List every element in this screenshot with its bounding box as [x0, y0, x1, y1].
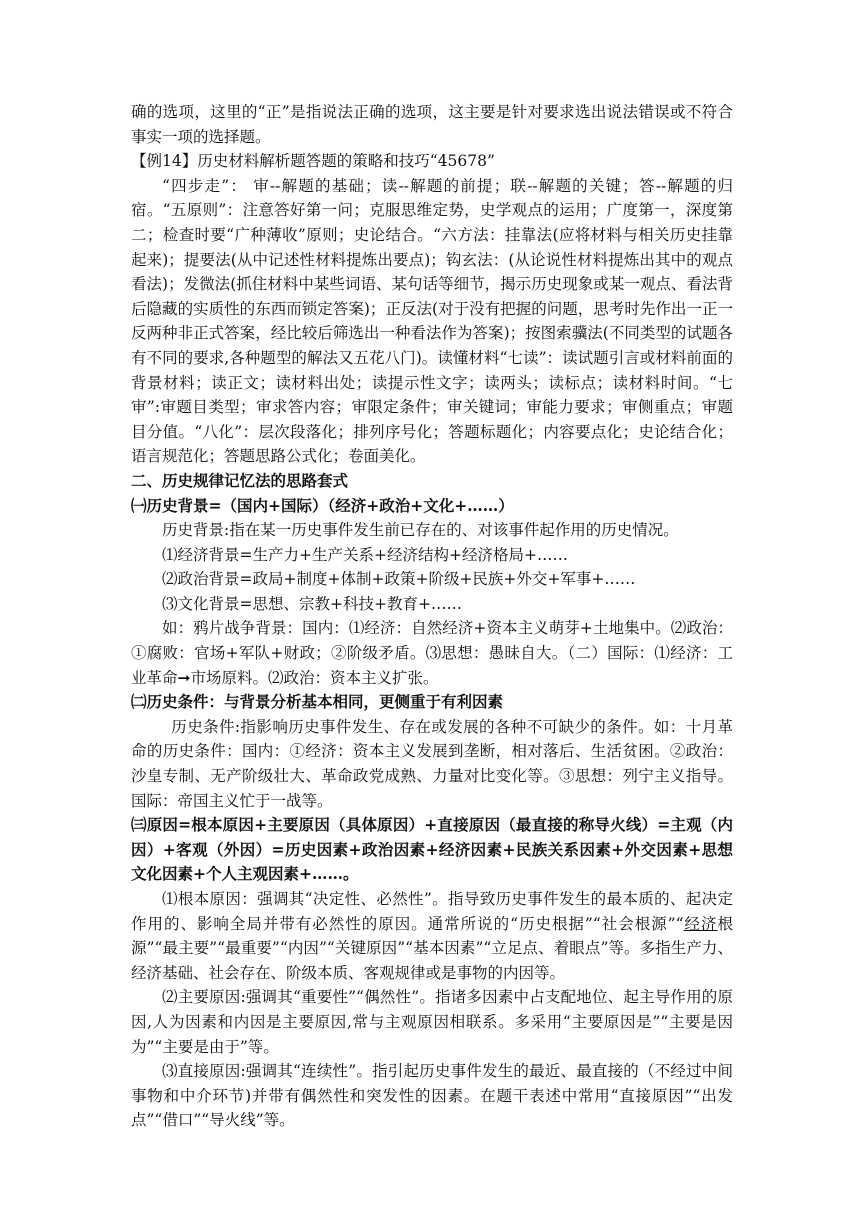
paragraph-answer-strategy: “四步走”： 审--解题的基础；读--解题的前提；联--解题的关键；答--解题的归宿。“五原则”：注意答好第一问；克服思维定势，史学观点的运用；广度第一，深度第二；检查时要“广种薄收”原则；史论结合。“六方法：挂靠法(应将材料与相关历史挂靠起来)；提要法(从中记述性材料提炼出要点)；钩玄法：(从论说性材料提炼出其中的观点看法)；发微法(抓住材料中某些词语、某句话等细节，揭示历史现象或某一观点、看法背后隐藏的实质性的东西而锁定答案)；正反法(对于没有把握的问题，思考时先作出一正一反两种非正式答案，经比较后筛选出一种看法作为答案)；按图索骥法(不同类型的试题各有不同的要求,各种题型的解法又五花八门)。读懂材料“七读”：读试题引言或材料前面的背景材料；读正文；读材料出处；读提示性文字；读两头；读标点；读材料时间。“七审”:审题目类型；审求答内容；审限定条件；审关键词；审能力要求；审侧重点；审题目分值。“八化”：层次段落化；排列序号化；答题标题化；内容要点化；史论结合化；语言规范化；答题思路公式化；卷面美化。 [131, 176, 733, 466]
paragraph-direct-cause: ⑶直接原因:强调其“连续性”。指引起历史事件发生的最近、最直接的（不经过中间事物和中介环节)并带有偶然性和突发性的因素。在题干表述中常用“直接原因”“出发点”“借口”“导火线”等。 [131, 1062, 733, 1130]
subsection-conditions: ㈡历史条件：与背景分析基本相同，更侧重于有利因素 [131, 692, 504, 712]
example-14-heading: 【例14】历史材料解析题答题的策略和技巧“45678” [131, 152, 495, 171]
fundamental-cause-text-b: 根源”“最主要”“最重要”“内因”“关键原因”“基本因素”“立足点、着眼点”等。多指生产力、经济基础、社会存在、阶级本质、客观规律或是事物的内因等。 [131, 914, 733, 982]
paragraph-fundamental-cause [131, 887, 733, 985]
section-heading-2: 二、历史规律记忆法的思路套式 [131, 471, 349, 490]
fundamental-cause-underlined: 经济 [683, 914, 718, 933]
subsection-background: ㈠历史背景=（国内+国际）（经济+政治+文化+……） [131, 495, 514, 515]
paragraph-main-cause: ⑵主要原因:强调其“重要性”“偶然性”。指诸多因素中占支配地位、起主导作用的原因,人为因素和内因是主要原因,常与主观原因相联系。多采用“主要原因是”“主要是因为”“主要是由于”等。 [131, 988, 733, 1056]
paragraph-conditions-definition: 历史条件:指影响历史事件发生、存在或发展的各种不可缺少的条件。如：十月革命的历史条件：国内：①经济：资本主义发展到垄断，相对落后、生活贫困。②政治：沙皇专制、无产阶级壮大、革命政党成熟、力量对比变化等。③思想：列宁主义指导。国际：帝国主义忙于一战等。 [131, 717, 733, 810]
paragraph-opium-war-example: 如：鸦片战争背景：国内：⑴经济：自然经济+资本主义萌芽+土地集中。⑵政治：①腐败：官场+军队+财政；②阶级矛盾。⑶思想：愚昧自大。（二）国际：⑴经济：工业革命➞市场原料。⑵政治：资本主义扩张。 [131, 619, 733, 687]
item-cultural-background: ⑶文化背景=思想、宗教+科技+教育+…… [162, 594, 462, 613]
item-economic-background: ⑴经济背景=生产力+生产关系+经济结构+经济格局+…… [162, 545, 568, 564]
paragraph-background-definition: 历史背景:指在某一历史事件发生前已存在的、对该事件起作用的历史情况。 [162, 521, 679, 540]
fundamental-cause-text-a: ⑴根本原因：强调其“决定性、必然性”。指导致历史事件发生的最本质的、起决定作用的、影响全局并带有必然性的原因。通常所说的“历史根据”“社会根源”“ [131, 890, 733, 933]
document-page [131, 100, 733, 1133]
subsection-causes: ㈢原因=根本原因+主要原因（具体原因）+直接原因（最直接的称导火线）=主观（内因）+客观（外因）=历史因素+政治因素+经济因素+民族关系因素+外交因素+思想文化因素+个人主观因素+……。 [131, 815, 733, 884]
item-political-background: ⑵政治背景=政局+制度+体制+政策+阶级+民族+外交+军事+…… [162, 570, 636, 589]
paragraph-continuation: 确的选项，这里的“正”是指说法正确的选项，这主要是针对要求选出说法错误或不符合事实一项的选择题。 [131, 103, 733, 146]
